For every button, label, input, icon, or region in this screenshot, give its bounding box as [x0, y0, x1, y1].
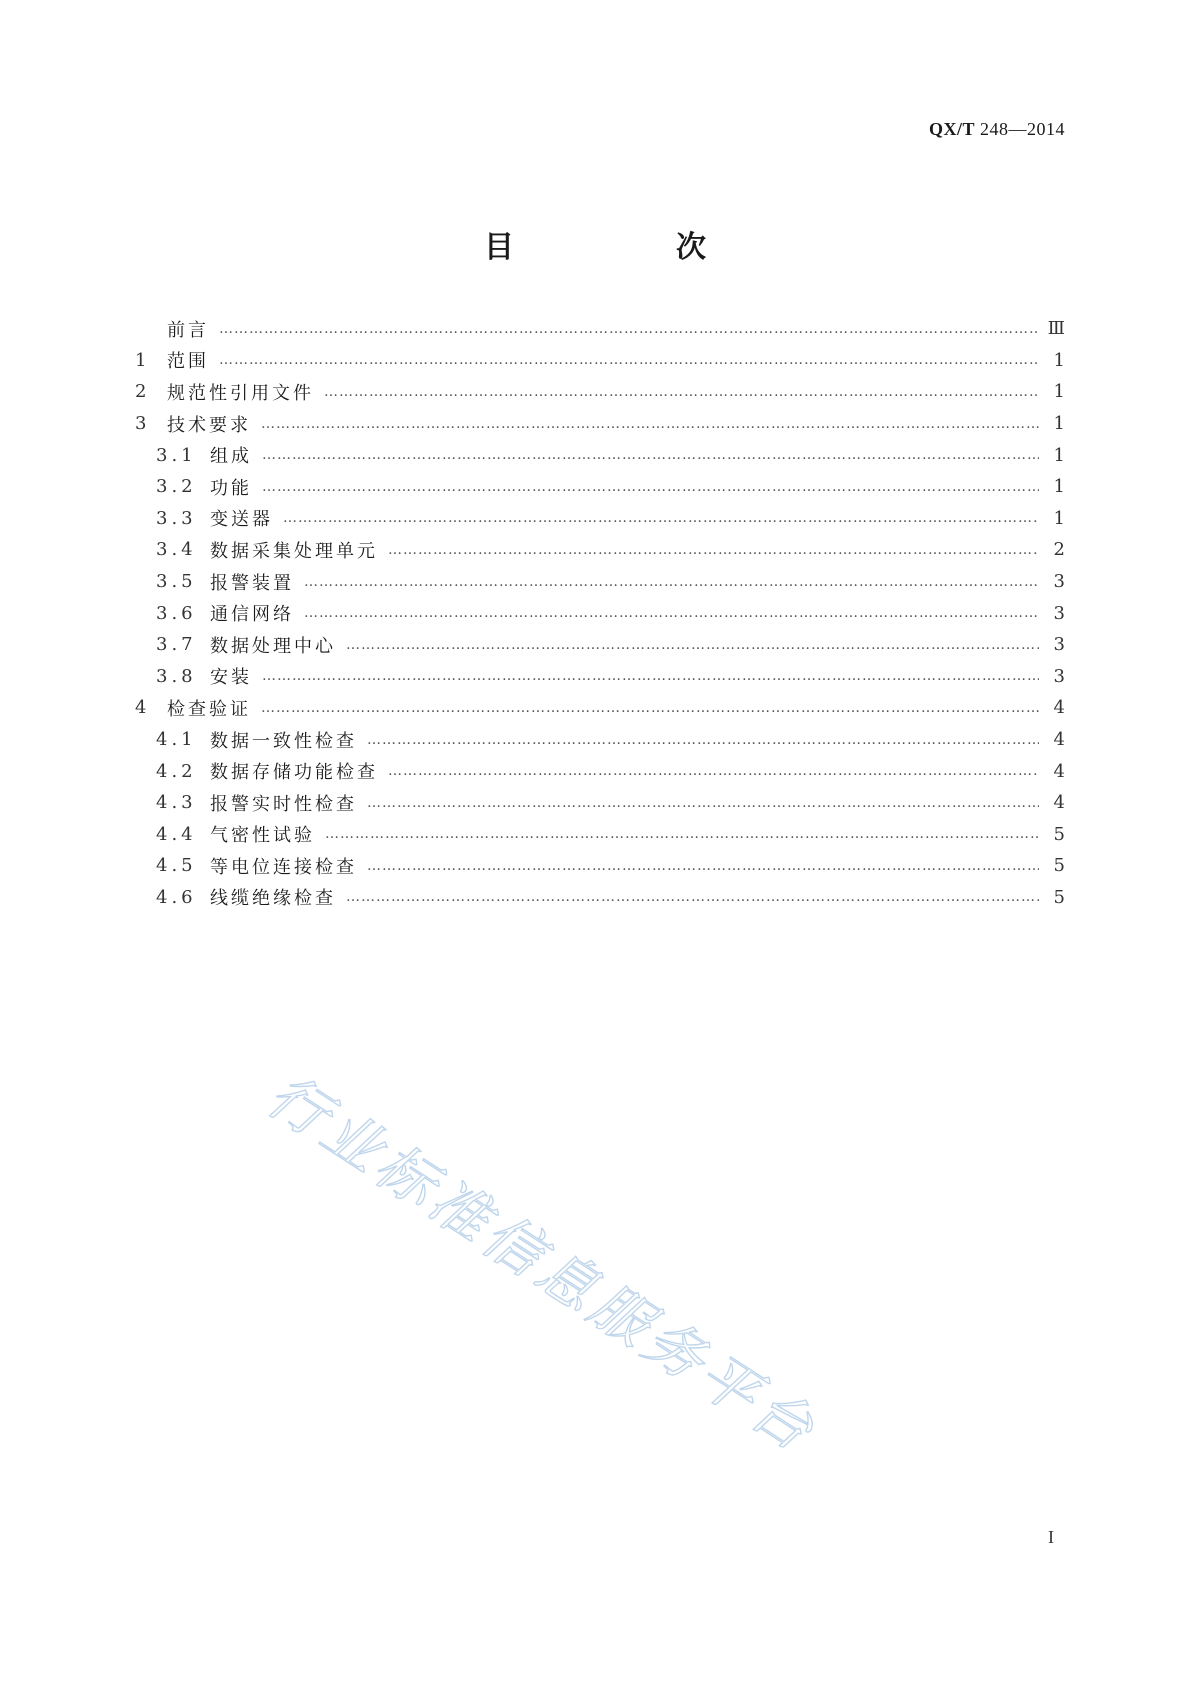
toc-entry-page: 5 — [1053, 886, 1065, 908]
toc-entry[interactable] — [135, 692, 1065, 724]
toc-entry-number: 3.4 — [156, 539, 197, 561]
table-of-contents — [135, 313, 1065, 913]
toc-leader-dots — [304, 574, 1039, 590]
toc-entry-title: 数据存储功能检查 — [210, 762, 378, 784]
toc-entry[interactable] — [135, 439, 1065, 471]
toc-entry[interactable] — [135, 661, 1065, 693]
toc-leader-dots — [388, 763, 1039, 779]
toc-entry-number: 4.2 — [156, 760, 197, 782]
toc-leader-dots — [367, 858, 1039, 874]
toc-leader-dots — [367, 732, 1039, 748]
toc-entry[interactable] — [135, 819, 1065, 851]
toc-entry-page: 1 — [1053, 476, 1065, 498]
toc-entry-number: 4.1 — [156, 729, 197, 751]
toc-entry[interactable] — [135, 408, 1065, 440]
toc-entry-number: 3.7 — [156, 634, 197, 656]
toc-leader-dots — [304, 605, 1039, 621]
toc-entry[interactable] — [135, 882, 1065, 914]
toc-entry[interactable] — [135, 787, 1065, 819]
toc-leader-dots — [262, 668, 1039, 684]
toc-entry-page: 3 — [1053, 602, 1065, 624]
toc-entry[interactable] — [135, 566, 1065, 598]
toc-entry-page: 3 — [1053, 665, 1065, 687]
toc-leader-dots — [219, 352, 1039, 368]
toc-entry[interactable] — [135, 471, 1065, 503]
toc-entry-title: 报警装置 — [210, 572, 294, 594]
toc-entry-title: 数据一致性检查 — [210, 730, 357, 752]
toc-entry[interactable] — [135, 724, 1065, 756]
toc-entry-page: 4 — [1053, 729, 1065, 751]
toc-leader-dots — [346, 637, 1039, 653]
toc-entry-number: 3 — [135, 413, 151, 435]
toc-entry-number: 4.5 — [156, 855, 197, 877]
toc-entry[interactable] — [135, 850, 1065, 882]
toc-entry-number: 3.6 — [156, 602, 197, 624]
toc-entry-page: 3 — [1053, 571, 1065, 593]
toc-entry-page: 4 — [1053, 760, 1065, 782]
toc-entry-page: Ⅲ — [1047, 318, 1065, 340]
toc-entry-title: 组成 — [210, 446, 252, 468]
toc-entry-page: 1 — [1053, 507, 1065, 529]
standard-code — [929, 119, 1065, 140]
toc-leader-dots — [262, 479, 1039, 495]
toc-entry-title: 安装 — [210, 667, 252, 689]
toc-entry-title: 功能 — [210, 477, 252, 499]
toc-entry-number: 3.2 — [156, 476, 197, 498]
toc-entry[interactable] — [135, 534, 1065, 566]
watermark: 行业标准信息服务平台 — [255, 1060, 830, 1467]
toc-entry-page: 1 — [1053, 444, 1065, 466]
toc-leader-dots — [324, 384, 1039, 400]
toc-entry-number: 4.6 — [156, 886, 197, 908]
toc-leader-dots — [262, 447, 1039, 463]
toc-entry[interactable] — [135, 376, 1065, 408]
toc-entry-title: 规范性引用文件 — [167, 382, 314, 404]
toc-entry-page: 4 — [1053, 697, 1065, 719]
toc-entry-title: 报警实时性检查 — [210, 793, 357, 815]
toc-leader-dots — [261, 416, 1039, 432]
toc-entry[interactable] — [135, 597, 1065, 629]
toc-entry-page: 4 — [1053, 792, 1065, 814]
toc-entry-page: 5 — [1053, 823, 1065, 845]
toc-entry-title: 通信网络 — [210, 604, 294, 626]
standard-code-prefix: QX/T — [928, 119, 975, 139]
toc-entry-number: 4.3 — [156, 792, 197, 814]
toc-leader-dots — [346, 889, 1039, 905]
toc-entry-page: 2 — [1053, 539, 1065, 561]
toc-entry-title: 前言 — [167, 319, 209, 341]
toc-entry-title: 等电位连接检查 — [210, 856, 357, 878]
toc-entry-page: 5 — [1053, 855, 1065, 877]
toc-leader-dots — [219, 321, 1039, 337]
toc-entry[interactable] — [135, 755, 1065, 787]
toc-entry-number: 3.8 — [156, 665, 197, 687]
toc-entry-title: 变送器 — [210, 509, 273, 531]
page-title: 目 次 — [484, 230, 772, 265]
toc-entry-page: 1 — [1053, 413, 1065, 435]
toc-entry-number: 1 — [135, 349, 151, 371]
toc-entry-number: 4 — [135, 697, 151, 719]
toc-entry-title: 技术要求 — [167, 414, 251, 436]
toc-entry-title: 检查验证 — [167, 698, 251, 720]
toc-entry-number: 2 — [135, 381, 151, 403]
toc-entry-number: 3.1 — [156, 444, 197, 466]
toc-leader-dots — [325, 826, 1039, 842]
toc-leader-dots — [367, 795, 1039, 811]
toc-entry-number: 4.4 — [156, 823, 197, 845]
page-number: I — [1048, 1527, 1054, 1547]
toc-entry-number: 3.3 — [156, 507, 197, 529]
toc-leader-dots — [388, 542, 1039, 558]
toc-entry[interactable] — [135, 503, 1065, 535]
toc-entry[interactable] — [135, 313, 1065, 345]
toc-entry-number: 3.5 — [156, 571, 197, 593]
toc-entry-title: 线缆绝缘检查 — [210, 888, 336, 910]
toc-entry-page: 1 — [1053, 349, 1065, 371]
toc-leader-dots — [261, 700, 1039, 716]
standard-code-number: 248—2014 — [980, 119, 1065, 139]
toc-entry[interactable] — [135, 345, 1065, 377]
toc-entry-title: 数据采集处理单元 — [210, 540, 378, 562]
toc-entry-page: 1 — [1053, 381, 1065, 403]
toc-entry-page: 3 — [1053, 634, 1065, 656]
toc-entry-title: 气密性试验 — [210, 825, 315, 847]
toc-leader-dots — [283, 510, 1039, 526]
toc-entry-title: 数据处理中心 — [210, 635, 336, 657]
toc-entry[interactable] — [135, 629, 1065, 661]
toc-entry-title: 范围 — [167, 351, 209, 373]
